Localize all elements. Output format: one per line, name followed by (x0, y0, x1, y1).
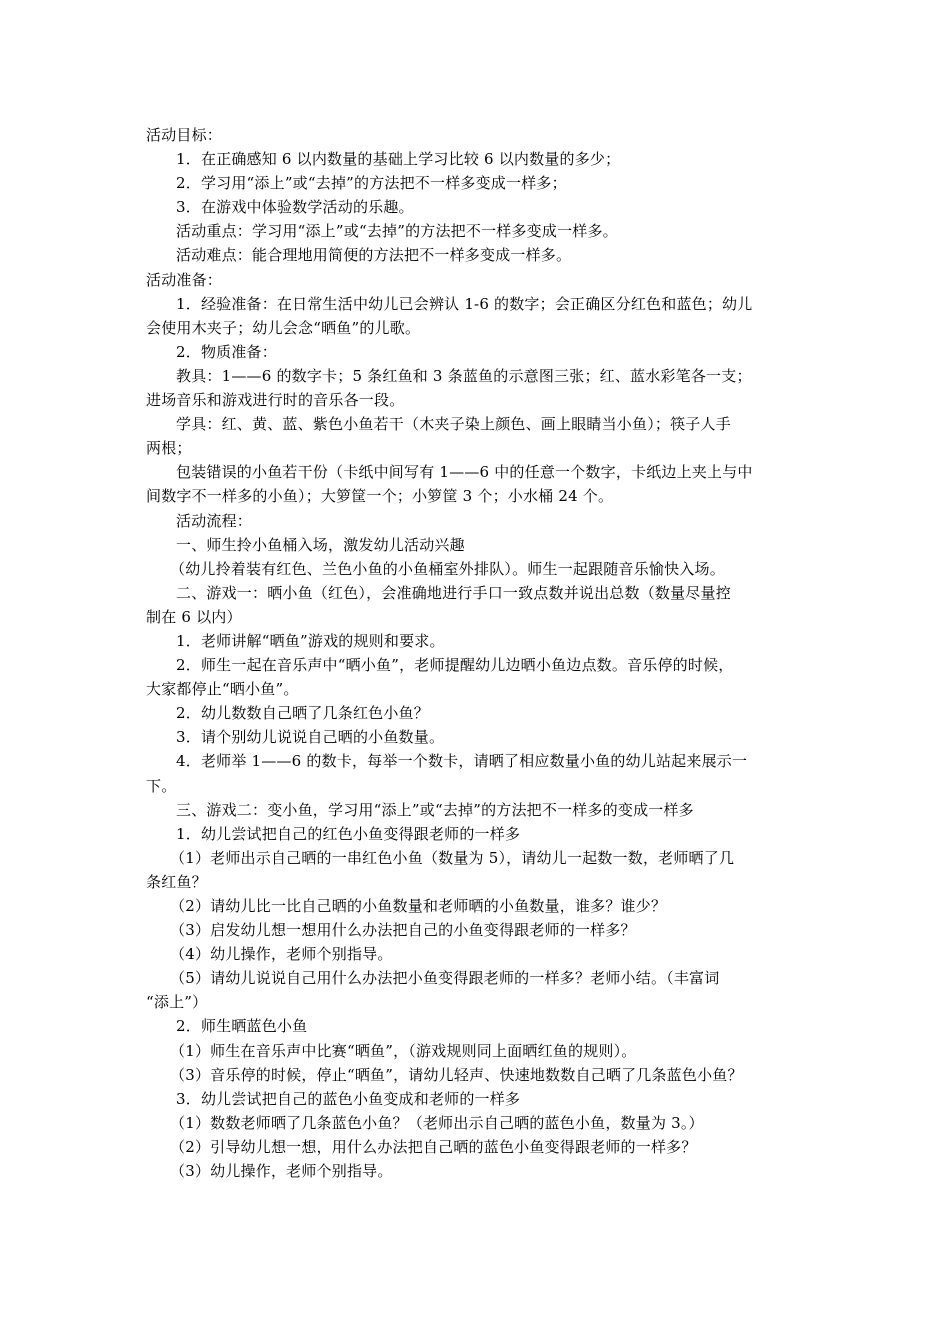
text-line: 2．师生晒蓝色小鱼 (176, 1017, 308, 1036)
text-line: 3．请个别幼儿说说自己晒的小鱼数量。 (176, 728, 445, 747)
text-line: 两根； (146, 439, 192, 458)
text-line: （3）启发幼儿想一想用什么办法把自己的小鱼变得跟老师的一样多？ (170, 921, 636, 940)
text-line: 1．幼儿尝试把自己的红色小鱼变得跟老师的一样多 (176, 824, 521, 843)
text-line: （1）师生在音乐声中比赛“晒鱼”，（游戏规则同上面晒红鱼的规则）。 (170, 1041, 637, 1060)
text-line: 一、师生拎小鱼桶入场，激发幼儿活动兴趣 (176, 535, 465, 554)
text-line: 1．经验准备：在日常生活中幼儿已会辨认 1-6 的数字；会正确区分红色和蓝色；幼儿 (176, 294, 753, 313)
text-line: （4）幼儿操作，老师个别指导。 (170, 945, 393, 964)
text-line: 包装错误的小鱼若干份（卡纸中间写有 1——6 中的任意一个数字，卡纸边上夹上与中 (176, 463, 753, 482)
text-line: （3）音乐停的时候，停止“晒鱼”，请幼儿轻声、快速地数数自己晒了几条蓝色小鱼？ (170, 1065, 743, 1084)
text-line: 学具：红、黄、蓝、紫色小鱼若干（木夹子染上颜色、画上眼睛当小鱼）；筷子人手 (176, 415, 731, 434)
text-line: （2）引导幼儿想一想，用什么办法把自己晒的蓝色小鱼变得跟老师的一样多？ (170, 1137, 697, 1156)
text-line: 条红鱼？ (146, 872, 207, 891)
text-line: （5）请幼儿说说自己用什么办法把小鱼变得跟老师的一样多？老师小结。（丰富词 (170, 969, 720, 988)
text-line: 1．在正确感知 6 以内数量的基础上学习比较 6 以内数量的多少； (176, 150, 621, 169)
text-line: （1）老师出示自己晒的一串红色小鱼（数量为 5），请幼儿一起数一数，老师晒了几 (170, 848, 735, 867)
text-line: 活动准备： (146, 270, 223, 289)
text-line: （3）幼儿操作，老师个别指导。 (170, 1162, 393, 1181)
text-line: （2）请幼儿比一比自己晒的小鱼数量和老师晒的小鱼数量，谁多？谁少？ (170, 897, 667, 915)
text-line: （幼儿拎着装有红色、兰色小鱼的小鱼桶室外排队）。师生一起跟随音乐愉快入场。 (170, 559, 725, 578)
text-line: 间数字不一样多的小鱼）；大箩筐一个；小箩筐 3 个；小水桶 24 个。 (146, 487, 614, 506)
text-line: 3．幼儿尝试把自己的蓝色小鱼变成和老师的一样多 (176, 1089, 521, 1108)
text-line: 活动难点：能合理地用简便的方法把不一样多变成一样多。 (176, 246, 572, 265)
text-line: 进场音乐和游戏进行时的音乐各一段。 (146, 391, 405, 410)
text-line: 2．学习用“添上”或“去掉”的方法把不一样多变成一样多； (176, 174, 567, 193)
text-line: 教具：1——6 的数字卡；5 条红鱼和 3 条蓝鱼的示意图三张；红、蓝水彩笔各一支； (176, 366, 752, 385)
text-line: 1．老师讲解“晒鱼”游戏的规则和要求。 (176, 631, 445, 650)
text-line: 活动流程： (176, 511, 253, 530)
text-line: “添上”） (146, 993, 208, 1012)
text-line: 3．在游戏中体验数学活动的乐趣。 (176, 198, 414, 217)
text-line: 会使用木夹子；幼儿会念“晒鱼”的儿歌。 (146, 318, 421, 337)
text-line: 2．物质准备： (176, 342, 277, 361)
text-line: 2．幼儿数数自己晒了几条红色小鱼？ (176, 704, 429, 723)
text-line: 二、游戏一：晒小鱼（红色），会准确地进行手口一致点数并说出总数（数量尽量控 (176, 583, 731, 602)
document-page (146, 123, 816, 1183)
text-line: 大家都停止“晒小鱼”。 (146, 680, 299, 699)
text-line: 活动目标： (146, 126, 223, 144)
text-line: （1）数数老师晒了几条蓝色小鱼？（老师出示自己晒的蓝色小鱼，数量为 3。） (170, 1113, 704, 1132)
text-line: 三、游戏二：变小鱼，学习用“添上”或“去掉”的方法把不一样多的变成一样多 (176, 800, 694, 819)
text-line: 2．师生一起在音乐声中“晒小鱼”，老师提醒幼儿边晒小鱼边点数。音乐停的时候， (176, 656, 734, 675)
text-line: 下。 (146, 776, 177, 795)
text-line: 4．老师举 1——6 的数卡，每举一个数卡，请晒了相应数量小鱼的幼儿站起来展示一 (176, 752, 748, 771)
text-line: 制在 6 以内） (146, 607, 242, 626)
text-line: 活动重点：学习用“添上”或“去掉”的方法把不一样多变成一样多。 (176, 222, 618, 241)
